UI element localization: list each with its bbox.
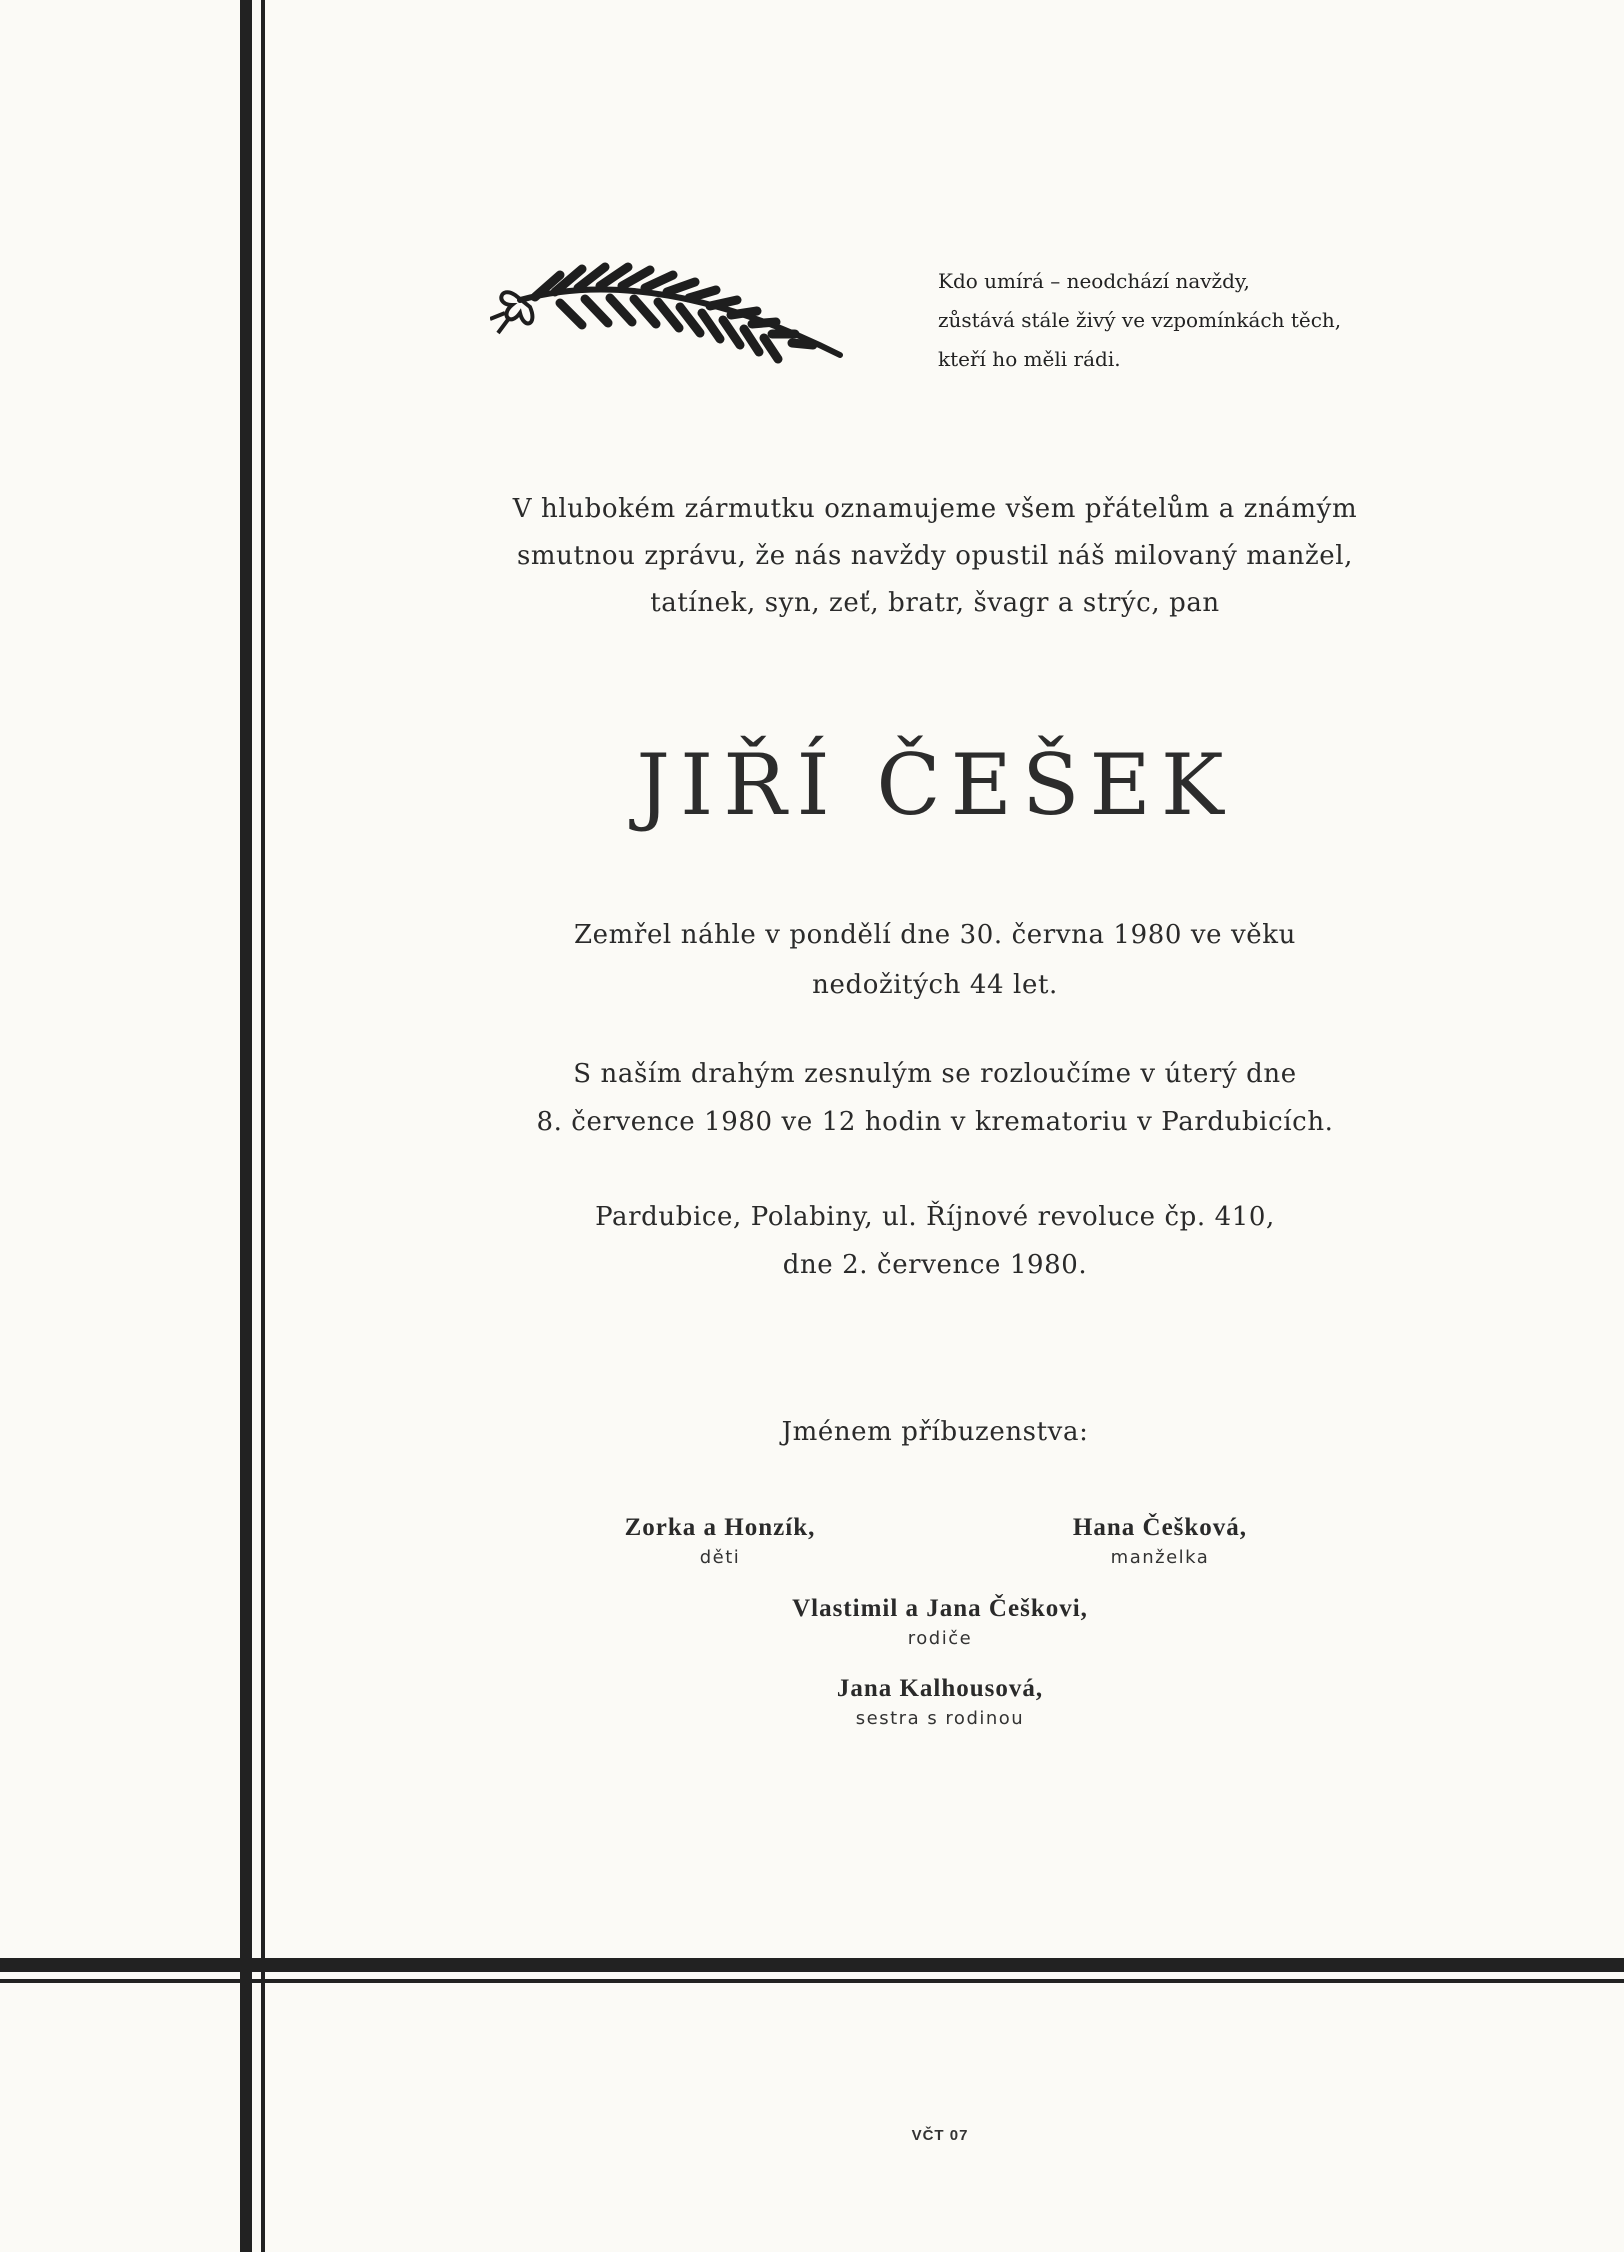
farewell-info: [420, 1050, 1450, 1146]
place-line-2: dne 2. července 1980.: [782, 1250, 1088, 1280]
place-line-1: Pardubice, Polabiny, ul. Říjnové revoluce čp. 410,: [595, 1202, 1275, 1232]
palm-branch-icon: [490, 255, 850, 375]
signatory-name: Vlastimil a Jana Češkovi,: [792, 1595, 1088, 1622]
signatory-relation: rodiče: [907, 1628, 973, 1649]
death-info-line-1: Zemřel náhle v pondělí dne 30. června 1980 ve věku: [574, 920, 1296, 950]
signatory-name: Jana Kalhousová,: [836, 1675, 1044, 1702]
signatory-name: Zorka a Honzík,: [624, 1514, 816, 1541]
deceased-name: JIŘÍ ČEŠEK: [636, 736, 1234, 834]
motto-line-3: kteří ho měli rádi.: [938, 347, 1121, 371]
printer-code: VČT 07: [911, 2127, 969, 2144]
signatory-parents: [710, 1592, 1170, 1652]
family-title: Jménem příbuzenstva:: [781, 1417, 1089, 1447]
announcement-line-3: tatínek, syn, zeť, bratr, švagr a strýc, pan: [650, 588, 1220, 618]
announcement-text: [420, 486, 1450, 627]
farewell-line-2: 8. července 1980 ve 12 hodin v krematoriu v Pardubicích.: [536, 1107, 1334, 1137]
signatory-sister: [740, 1672, 1140, 1732]
border-vertical-thick: [240, 0, 252, 2252]
border-horizontal-thin: [0, 1979, 1624, 1983]
signatory-relation: děti: [699, 1547, 741, 1568]
death-info-line-2: nedožitých 44 let.: [812, 970, 1058, 1000]
motto: [938, 262, 1438, 379]
death-info: [420, 910, 1450, 1010]
place-date: [420, 1193, 1450, 1289]
signatory-children: [560, 1511, 880, 1571]
farewell-line-1: S naším drahým zesnulým se rozloučíme v úterý dne: [573, 1059, 1297, 1089]
signatory-relation: manželka: [1110, 1547, 1210, 1568]
motto-line-1: Kdo umírá – neodchází navždy,: [938, 269, 1250, 293]
signatory-relation: sestra s rodinou: [855, 1708, 1025, 1729]
signatory-wife: [1000, 1511, 1320, 1571]
announcement-line-1: V hlubokém zármutku oznamujeme všem přátelům a známým: [512, 494, 1358, 524]
border-vertical-thin: [261, 0, 265, 2252]
border-horizontal-thick: [0, 1958, 1624, 1972]
signatory-name: Hana Češková,: [1072, 1514, 1248, 1541]
announcement-line-2: smutnou zprávu, že nás navždy opustil náš milovaný manžel,: [516, 541, 1354, 571]
motto-line-2: zůstává stále živý ve vzpomínkách těch,: [938, 308, 1342, 332]
